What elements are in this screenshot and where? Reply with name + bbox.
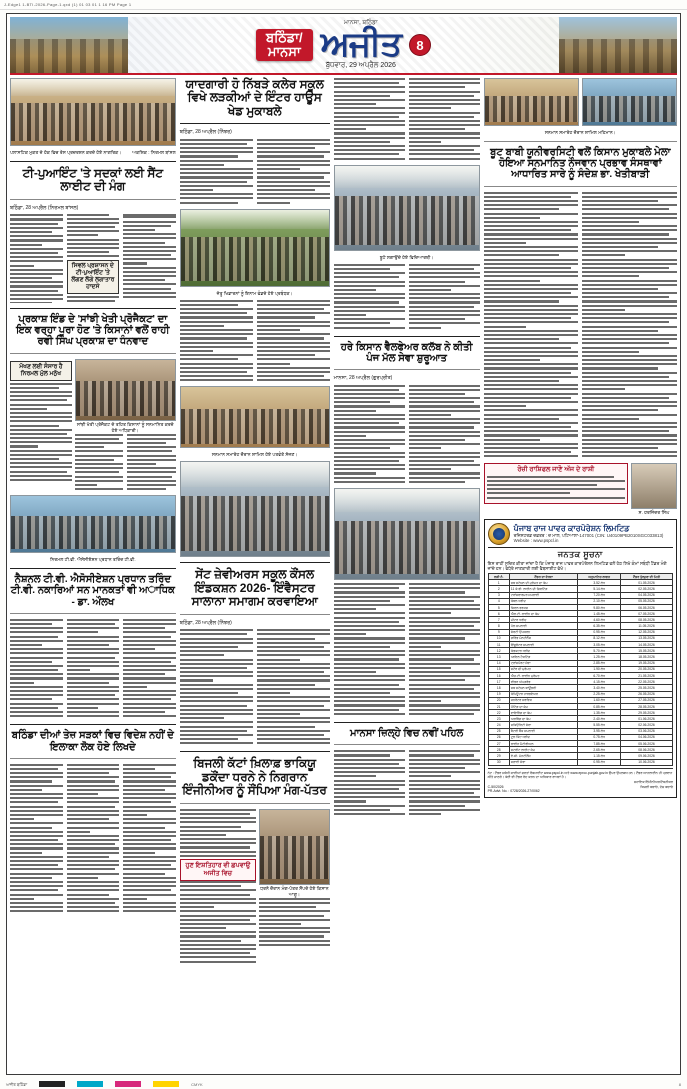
tender-cell: 1.35 ਲੱਖ: [578, 710, 621, 716]
tender-cell: 5.55 ਲੱਖ: [578, 722, 621, 728]
tender-cell: 16: [488, 672, 509, 678]
notice-org-website: Website : www.pspcl.in: [513, 538, 559, 544]
tender-cell: 05.05.2026: [621, 598, 673, 604]
article-body-12: [334, 750, 480, 817]
tender-cell: ਬੈਟਰੀ ਬੈਂਕ ਸਪਲਾਈ: [509, 728, 577, 734]
masthead-kicker: ਮਾਨਸਾ, ਬਠਿੰਡਾ: [343, 20, 378, 26]
masthead-right-photo: [559, 17, 677, 73]
issue-date: ਬੁੱਧਵਾਰ, 29 ਅਪ੍ਰੈਲ 2026: [325, 62, 396, 69]
tender-cell: 3.95 ਲੱਖ: [578, 728, 621, 734]
photo-caption-2: ਸਾਂਝੀ ਖੇਤੀ ਪ੍ਰੋਜੈਕਟ ਦੇ ਤਹਿਤ ਕਿਸਾਨਾਂ ਨੂੰ ਸਨਮਾਨਿਤ ਕਰਦੇ ਹੋਏ ਅਧਿਕਾਰੀ।: [76, 421, 174, 433]
tender-cell: ਸਟੋਰ ਦੀ ਮੁਰੰਮਤ: [509, 666, 577, 672]
horoscope-title: ਰੋਜ਼ੀ ਰਾਸ਼ਿਫਲ ਜਾਣੋ ਅੱਜ ਦੇ ਰਾਸ਼ੀ: [517, 465, 595, 473]
tender-cell: 1.45 ਲੱਖ: [578, 611, 621, 617]
tender-cell: 3.52 ਲੱਖ: [578, 580, 621, 586]
headline-mansa-initiative: ਮਾਨਸਾ ਜ਼ਿਲ੍ਹੇ ਵਿਚ ਨਵੀਂ ਪਹਿਲ: [350, 728, 464, 740]
tender-cell: 22: [488, 710, 509, 716]
pspcl-public-notice: [484, 519, 677, 798]
tender-cell: 02.05.2026: [621, 586, 673, 592]
horoscope-box[interactable]: [484, 463, 628, 504]
tender-cell: ਜਨਰੇਟਰ ਸਰਵਿਸ: [509, 697, 577, 703]
tender-cell: 6.70 ਲੱਖ: [578, 672, 621, 678]
photo-caption-1: ਪਲਾਸਟਿਕ ਮੁਕਤ ਦੇ ਹੱਕ ਵਿਚ ਰੋਸ ਪ੍ਰਦਰਸ਼ਨ ਕਰਦੇ ਹੋਏ ਨਾਗਰਿਕ।: [10, 150, 122, 155]
article-body-6: [180, 300, 330, 384]
tender-cell: 3: [488, 592, 509, 598]
tender-cell: 12.05.2026: [621, 629, 673, 635]
tender-cell: 19: [488, 691, 509, 697]
photo-caption-6: ਧਰਨੇ ਦੌਰਾਨ ਮੰਗ-ਪੱਤਰ ਸੌਂਪਦੇ ਹੋਏ ਕਿਸਾਨ ਆਗੂ।: [260, 885, 329, 897]
tender-cell: 18.05.2026: [621, 654, 673, 660]
pullquote-text-1: ਸਿਵਲ ਪ੍ਰਸ਼ਾਸਨ ਦੇ ਟੀ-ਪੁਆਇੰਟ 'ਤੇ ਲੱਗਣ ਲੱਗੇ ਲਗਾਤਾਰ ਹਾਦਸੇ: [71, 262, 115, 290]
tender-table-body: [488, 580, 672, 766]
tender-cell: 26.05.2026: [621, 691, 673, 697]
byline-1: ਬਠਿੰਡਾ, 28 ਅਪ੍ਰੈਲ (ਨਿਰਮਲ ਬਾਂਸਲ): [10, 204, 79, 211]
byline-4: ਮਾਨਸਾ, 28 ਅਪ੍ਰੈਲ (ਗੁਰਪ੍ਰੀਤ): [333, 375, 393, 382]
notice-footer-note: ਨੋਟ : ਟੈਂਡਰ ਸਬੰਧੀ ਸਾਰੀਆਂ ਸ਼ਰਤਾਂ ਵੈਬਸਾਈਟ www.pspcl.in ਅਤੇ www.eproc.punjab.gov.in ਉਪਰ ਉਪਲਬਧ ਹਨ। ਟੈਂਡਰ ਆਨਲਾਈਨ ਹੀ ਪ੍ਰਵਾਨ ਕੀਤੇ ਜਾਣਗੇ। ਕੋਈ ਵੀ ਟੈਂਡਰ ਰੱਦ ਕਰਨ ਦਾ ਅਧਿਕਾਰ ਰਾਖਵਾਂ ਹੈ।: [487, 770, 673, 780]
tender-cell: 26: [488, 734, 509, 740]
tender-cell: 25.05.2026: [621, 685, 673, 691]
notice-signature: ਸਹਾਇਕ ਇੰਜੀਨੀਅਰ/ਟੈਕਨੀਕਲ: [633, 779, 673, 784]
tender-cell: 9.80 ਲੱਖ: [578, 604, 621, 610]
tender-cell: 01.06.2026: [621, 716, 673, 722]
headline-university-event: ਬੂਟ ਬਾਬੀ ਯੂਨੀਵਰਸਿਟੀ ਵਲੋਂ ਕਿਸਾਨ ਮੁਕਾਬਲੇ ਮੇਲਾ ਹੋਇਆ ਸਨਮਾਨਿਤ ਨੌਜਵਾਨ ਪ੍ਰਭਾਵ ਸੰਸਥਾਵਾਂ ਆਧਾਰਿਤ ਸਾਰੇ ਨੂੰ ਸੰਦੇਸ਼ ਭਾ. ਖੇਤੀਬਾੜੀ: [490, 147, 671, 181]
notice-intro: ਇਸ ਰਾਹੀਂ ਸੂਚਿਤ ਕੀਤਾ ਜਾਂਦਾ ਹੈ ਕਿ ਪੰਜਾਬ ਰਾਜ ਪਾਵਰ ਕਾਰਪੋਰੇਸ਼ਨ ਲਿਮਟਿਡ ਵਲੋਂ ਹੇਠ ਲਿਖੇ ਕੰਮਾਂ ਸਬੰਧੀ ਟੈਂਡਰ ਮੰਗੇ ਜਾਂਦੇ ਹਨ। ਵਧੇਰੇ ਜਾਣਕਾਰੀ ਲਈ ਵੈਬਸਾਈਟ ਵੇਖੋ।: [487, 560, 667, 571]
newspaper-logo: ਅਜੀਤ: [320, 25, 402, 63]
swatch-yellow: [153, 1081, 179, 1087]
notice-header: [488, 523, 673, 548]
headline-bathinda-roads: ਬਠਿੰਡਾ ਦੀਆਂ ਤੇਜ਼ ਸੜਕਾਂ ਵਿਚ ਵਿਦੇਸ਼ ਨਹੀਂ ਦੇ ਇਲਾਕਾ ਲੋਕ ਹੋਏ ਲਿਖਦੇ: [11, 730, 174, 753]
tender-cell: 2.40 ਲੱਖ: [578, 716, 621, 722]
edition-line-2: ਮਾਨਸਾ: [267, 44, 301, 59]
tender-cell: 0.95 ਲੱਖ: [578, 629, 621, 635]
tender-cell: 17: [488, 679, 509, 685]
headline-power-cuts: ਬਿਜਲੀ ਕੱਟਾਂ ਖ਼ਿਲਾਫ਼ ਭਾਕਿਯੂ ਡਕੌਂਦਾ ਧਰਨੇ ਨੇ ਨਿਗਰਾਨ ਇੰਜੀਨੀਅਰ ਨੂੰ ਸੌਂਪਿਆ ਮੰਗ-ਪੱਤਰ: [182, 756, 327, 798]
photo-portrait-person: [631, 463, 677, 509]
tender-cell: ਫੀਡਰ ਅੱਪਗਰੇਡ: [509, 679, 577, 685]
footer-center: CMYK: [191, 1081, 203, 1087]
article-body-1: [10, 214, 176, 303]
tender-cell: 27: [488, 741, 509, 747]
tender-cell: 01.05.2026: [621, 580, 673, 586]
photo-caption-3: ਨਿਰਮਲ ਟੀ.ਵੀ. ਐਸੋਸੀਏਸ਼ਨ ਪ੍ਰਧਾਨ ਤਰਿੰਦ ਟੀ.ਵੀ.: [50, 557, 136, 563]
tender-cell: 5.70 ਲੱਖ: [578, 648, 621, 654]
tender-cell: 6: [488, 611, 509, 617]
tender-cell: ਐਚ.ਟੀ. ਲਾਈਨ ਮੁਰੰਮਤ: [509, 672, 577, 678]
photo-memorandum: [259, 809, 330, 885]
tender-cell: ਕੰਪਿਊਟਰ ਹਾਰਡਵੇਅਰ: [509, 691, 577, 697]
tender-cell: 8: [488, 623, 509, 629]
photo-protest: [10, 78, 176, 146]
tender-cell: 07.05.2026: [621, 611, 673, 617]
photo-event-2: [582, 78, 677, 126]
tender-cell: 10.06.2026: [621, 759, 673, 765]
tender-cell: 11 ਕੇ.ਵੀ. ਲਾਈਨ ਦੀ ਸ਼ਿਫਟਿੰਗ: [509, 586, 577, 592]
photo-caption-7: ਬੂਟੇ ਲਗਾਉਂਦੇ ਹੋਏ ਵਿਦਿਆਰਥੀ।: [379, 254, 434, 260]
tender-cell: ਏ.ਸੀ. ਮੇਨਟੀਨੈਂਸ: [509, 753, 577, 759]
tender-cell: ਪੋਲ ਸਪਲਾਈ: [509, 623, 577, 629]
photo-caption-8: ਸਨਮਾਨ ਸਮਾਰੋਹ ਦੌਰਾਨ ਸ਼ਾਮਿਲ ਮਹਿਮਾਨ।: [544, 130, 616, 135]
tender-cell: 3.05 ਲੱਖ: [578, 642, 621, 648]
article-body-13: [484, 192, 677, 460]
tender-cell: 04.06.2026: [621, 734, 673, 740]
tender-cell: 29: [488, 753, 509, 759]
column-3: [334, 78, 480, 1073]
article-body-9: [334, 264, 480, 331]
tender-cell: ਟਰਾਂਸਫਾਰਮਰ ਸਪਲਾਈ: [509, 592, 577, 598]
tender-cell: 22.05.2026: [621, 679, 673, 685]
tender-cell: ਇੰਸੂਲੇਟਰ ਸਪਲਾਈ: [509, 642, 577, 648]
swatch-cyan: [77, 1081, 103, 1087]
article-body-7: [180, 629, 330, 746]
tender-cell: ਲਾਈਨ ਮੈਟੀਰੀਅਲ: [509, 741, 577, 747]
tender-cell: ਕੰਡਕਟਰ ਖਰੀਦ: [509, 648, 577, 654]
tender-cell: 13: [488, 654, 509, 660]
photo-credit-1: ਅਕਸ਼ਿਕ : ਨਿਰਮਲ ਬਾਂਸਲ: [132, 150, 176, 155]
article-body-4: [10, 764, 176, 915]
tender-cell: 6.35 ਲੱਖ: [578, 623, 621, 629]
headline-kaler-school: ਯਾਦਗਾਰੀ ਹੋ ਨਿੱਬੜੇ ਕਲੇਰ ਸਕੂਲ ਵਿਖੇ ਲੜਕੀਆਂ ਦੇ ਇੰਟਰ ਹਾਊਸ ਖੇਡ ਮੁਕਾਬਲੇ: [185, 77, 324, 118]
edition-line-1: ਬਠਿੰਡਾ/: [265, 30, 303, 45]
th-desc: ਟੈਂਡਰ ਦਾ ਵੇਰਵਾ: [509, 573, 577, 579]
tender-cell: 1.15 ਲੱਖ: [578, 753, 621, 759]
tender-cell: 0.75 ਲੱਖ: [578, 734, 621, 740]
tender-cell: ਸਟਰੀਟ ਲਾਈਟ ਕੰਮ: [509, 747, 577, 753]
tender-cell: 5: [488, 604, 509, 610]
tender-cell: 06.05.2026: [621, 604, 673, 610]
tender-cell: ਸਬ ਸਟੇਸ਼ਨ ਦੀ ਮੁਰੰਮਤ ਦਾ ਕੰਮ: [509, 580, 577, 586]
byline-3: ਬਠਿੰਡਾ, 28 ਅਪ੍ਰੈਲ (ਨਿੱਝਰ): [179, 619, 232, 626]
tender-cell: 11: [488, 642, 509, 648]
masthead-center: [128, 17, 559, 73]
tender-cell: 0.95 ਲੱਖ: [578, 759, 621, 765]
tender-cell: ਗਰਿੱਡ ਮੇਨਟੀਨੈਂਸ: [509, 635, 577, 641]
tender-cell: 13.05.2026: [621, 635, 673, 641]
tender-cell: 08.05.2026: [621, 617, 673, 623]
tender-cell: ਆਇਲ ਟੈਸਟਿੰਗ: [509, 654, 577, 660]
tender-cell: 30: [488, 759, 509, 765]
tender-cell: 29.05.2026: [621, 710, 673, 716]
tender-cell: 4: [488, 598, 509, 604]
notice-org-sub1: ਰਜਿਸਟਰਡ ਦਫ਼ਤਰ : ਦ ਮਾਲ, ਪਟਿਆਲਾ-147001 (CIN: U40109PB2010SGC033813): [513, 532, 664, 538]
photo-farmers-honour: [75, 359, 176, 421]
article-body-5: [180, 139, 330, 206]
colour-bar: [6, 1079, 681, 1089]
tender-cell: 8.12 ਲੱਖ: [578, 635, 621, 641]
tender-cell: 5.14 ਲੱਖ: [578, 586, 621, 592]
tender-cell: 7: [488, 617, 509, 623]
tender-cell: ਸਫ਼ਾਈ ਸੇਵਾ: [509, 759, 577, 765]
article-body-8: [334, 78, 480, 162]
photo-tv-association: [10, 495, 176, 553]
tender-cell: ਸਿਵਲ ਵਰਕਸ: [509, 604, 577, 610]
footer-left: ਅਜੀਤ ਬਠਿੰਡਾ: [6, 1081, 28, 1087]
th-sr: ਲੜੀ ਨੰ.: [488, 573, 509, 579]
tender-cell: 18: [488, 685, 509, 691]
masthead-left-photo: [10, 17, 128, 73]
photo-school-group-2: [180, 461, 330, 557]
photo-school-group-1: [180, 209, 330, 287]
tender-cell: 15: [488, 666, 509, 672]
th-date: ਟੈਂਡਰ ਖੁੱਲ੍ਹਣ ਦੀ ਮਿਤੀ: [621, 573, 673, 579]
tender-cell: ਸਕਿਉਰਿਟੀ ਸੇਵਾ: [509, 722, 577, 728]
notice-banner: ਜਨਤਕ ਸੂਚਨਾ: [557, 549, 603, 559]
headline-t-point: ਟੀ-ਪੁਆਇੰਟ 'ਤੇ ਸਦਕਾਂ ਲਈ ਸੈਂਟ ਲਾਈਟ ਦੀ ਮੰਗ: [22, 166, 164, 194]
tender-cell: 7.20 ਲੱਖ: [578, 592, 621, 598]
notice-code: C-50/2026: [487, 785, 504, 789]
headline-st-xaviers: ਸੇਂਟ ਜ਼ੇਵੀਅਰਸ ਸਕੂਲ ਕੌਂਸਲ ਇੰਡਕਸ਼ਨ 2026- ਇੰਵੈਸਟਰ ਸਾਲਾਨਾ ਸਮਾਗਮ ਕਰਵਾਇਆ: [191, 567, 318, 609]
photo-caption-row-1: [10, 149, 176, 156]
tender-cell: ਸੇਫਟੀ ਉਪਕਰਨ: [509, 629, 577, 635]
tender-cell: ਮੀਟਰ ਖਰੀਦ: [509, 617, 577, 623]
tender-cell: 1.25 ਲੱਖ: [578, 654, 621, 660]
tender-cell: 2.10 ਲੱਖ: [578, 598, 621, 604]
tender-cell: 15.05.2026: [621, 648, 673, 654]
photo-strip-top: [484, 78, 677, 126]
tender-cell: 14: [488, 660, 509, 666]
tender-cell: ਵਾਇਰਿੰਗ ਦਾ ਕੰਮ: [509, 710, 577, 716]
tender-cell: ਕੇਬਲ ਖਰੀਦ: [509, 598, 577, 604]
tender-cell: ਟੂਲ ਕਿੱਟ ਖਰੀਦ: [509, 734, 577, 740]
page-columns: [10, 78, 677, 1073]
tender-cell: 28.05.2026: [621, 703, 673, 709]
column-1: [10, 78, 176, 1073]
pullquote-box-1: [67, 260, 120, 294]
tender-cell: 2: [488, 586, 509, 592]
pspcl-logo-icon: [488, 523, 510, 545]
headline-tv-association: ਨੈਸ਼ਨਲ ਟੀ.ਵੀ. ਐਸੋਸੀਏਸ਼ਨ ਪ੍ਰਧਾਨ ਤਰਿੰਦ ਟੀ.ਵੀ. ਨਕਾਰਿਆਂ ਸਨ ਮਾਨਕਤਾਂ ਵੀ ਅਾਧਿਕ - ਡਾ. ਔਲਖ: [10, 574, 175, 608]
tender-cell: 1.90 ਲੱਖ: [578, 666, 621, 672]
tender-cell: 14.05.2026: [621, 642, 673, 648]
tender-cell: 20: [488, 697, 509, 703]
print-slug: J-Edge1 1-BTI-2026-Page-1.qxd (1) 01 03 01 1 16 PM Page 1: [0, 0, 687, 10]
headline-farmer-club: ਹਰੇ ਕਿਸਾਨ ਵੈਲਫੇਅਰ ਕਲੱਬ ਨੇ ਕੀਤੀ ਪੰਜ ਮੱਲ ਸੇਵਾ ਸ਼ੁਰੂਆਤ: [340, 341, 473, 364]
notice-footer: [488, 768, 673, 794]
tender-cell: ਅਰਥਿੰਗ ਦਾ ਕੰਮ: [509, 716, 577, 722]
tender-cell: 05.06.2026: [621, 741, 673, 747]
tender-cell: ਟ੍ਰਾਂਸਪੋਰਟ ਸੇਵਾ: [509, 660, 577, 666]
masthead: [10, 17, 677, 75]
pullquote-text-2: ਮੱਖਣ ਲਈ ਸੰਸਾਰ ਹੈ ਨਿਰਮਲ ਮੁੱਲ ਮਨੁੱਖ: [19, 363, 63, 377]
byline-2: ਬਠਿੰਡਾ, 28 ਅਪ੍ਰੈਲ (ਨਿੱਝਰ): [179, 129, 232, 136]
tender-table: [488, 573, 673, 766]
tender-cell: 20.05.2026: [621, 666, 673, 672]
pullquote-box-2: [10, 361, 72, 381]
photo-caption-5: ਸਨਮਾਨ ਸਮਾਰੋਹ ਦੌਰਾਨ ਸ਼ਾਮਿਲ ਹੋਏ ਪਤਵੰਤੇ ਸੱਜਣ।: [211, 452, 298, 458]
notice-motto: ਬਿਜਲੀ ਬਚਾਓ, ਦੇਸ਼ ਬਚਾਓ: [640, 785, 673, 789]
tender-cell: 2.25 ਲੱਖ: [578, 691, 621, 697]
tender-cell: 3.40 ਲੱਖ: [578, 685, 621, 691]
tender-cell: 2.65 ਲੱਖ: [578, 747, 621, 753]
tender-cell: 25: [488, 728, 509, 734]
tender-cell: 23: [488, 716, 509, 722]
tender-cell: 9: [488, 629, 509, 635]
page-number-badge: 8: [409, 34, 431, 56]
headline-sanjhi-kheti: ਪ੍ਰਕਾਸ਼ ਇੰਡ ਦੇ 'ਸਾਂਝੀ ਖੇਤੀ ਪ੍ਰੋਜੈਕਟ' ਦਾ ਇਕ ਵਰ੍ਹਾ ਪੂਰਾ ਹੋਣ 'ਤੇ ਕਿਸਾਨਾਂ ਵਲੋਂ ਰਾਹੀ ਰਵੀ ਸਿੰਘ ਪ੍ਰਕਾਸ਼ ਦਾ ਧੰਨਵਾਦ: [16, 314, 170, 348]
tender-cell: 12: [488, 648, 509, 654]
photo-plantation-group: [334, 165, 480, 251]
article-body-3: [10, 619, 176, 720]
photo-caption-4: ਜੇਤੂ ਖਿਡਾਰਨਾਂ ਨੂੰ ਇਨਾਮ ਵੰਡਦੇ ਹੋਏ ਪ੍ਰਬੰਧਕ।: [216, 290, 293, 296]
tender-cell: 24: [488, 722, 509, 728]
tender-cell: 09.06.2026: [621, 753, 673, 759]
swatch-black: [39, 1081, 65, 1087]
tender-cell: 7.85 ਲੱਖ: [578, 741, 621, 747]
tender-cell: 10: [488, 635, 509, 641]
tender-cell: 1: [488, 580, 509, 586]
tender-cell: 1.60 ਲੱਖ: [578, 697, 621, 703]
article-body-11: [334, 583, 480, 717]
tender-cell: ਸਬ ਸਟੇਸ਼ਨ ਬਾਊਂਡਰੀ: [509, 685, 577, 691]
tender-cell: 4.60 ਲੱਖ: [578, 617, 621, 623]
column-2: [180, 78, 330, 1073]
notice-pr-number: PR-Advt. No. : 0728/2026-27/0062: [487, 789, 540, 794]
tender-cell: 11.05.2026: [621, 623, 673, 629]
ad-box-text: ਹੁਣ ਇਸ਼ਤਿਹਾਰ ਵੀ ਛਪਵਾਉ ਅਜੀਤ ਵਿਚ: [185, 862, 251, 877]
article-body-10: [334, 385, 480, 486]
tender-cell: ਐਲ.ਟੀ. ਲਾਈਨ ਦਾ ਕੰਮ: [509, 611, 577, 617]
photo-guests: [180, 386, 330, 448]
column-4: [484, 78, 677, 1073]
notice-org-title: ਪੰਜਾਬ ਰਾਜ ਪਾਵਰ ਕਾਰਪੋਰੇਸ਼ਨ ਲਿਮਟਿਡ: [513, 523, 630, 533]
ad-box-ajit[interactable]: [180, 859, 256, 881]
tender-cell: 0.85 ਲੱਖ: [578, 703, 621, 709]
tender-cell: 21.05.2026: [621, 672, 673, 678]
swatch-magenta: [115, 1081, 141, 1087]
th-cost: ਅਨੁਮਾਨਿਤ ਲਾਗਤ: [578, 573, 621, 579]
tender-cell: 04.05.2026: [621, 592, 673, 598]
portrait-caption: ਸ. ਹਰਜਿੰਦਰ ਸਿੰਘ: [638, 509, 670, 515]
tender-row: [488, 759, 672, 765]
tender-cell: 2.85 ਲੱਖ: [578, 660, 621, 666]
newspaper-sheet: [6, 13, 681, 1075]
photo-school-assembly: [334, 488, 480, 580]
tender-cell: 21: [488, 703, 509, 709]
tender-cell: 08.06.2026: [621, 747, 673, 753]
tender-cell: 4.15 ਲੱਖ: [578, 679, 621, 685]
edition-badge: [256, 29, 313, 61]
photo-event-1: [484, 78, 579, 126]
tender-cell: 19.05.2026: [621, 660, 673, 666]
tender-cell: 03.06.2026: [621, 728, 673, 734]
tender-cell: ਪੇਂਟਿੰਗ ਦਾ ਕੰਮ: [509, 703, 577, 709]
footer-right: 8: [678, 1081, 681, 1087]
tender-cell: 28: [488, 747, 509, 753]
tender-cell: 02.06.2026: [621, 722, 673, 728]
tender-cell: 27.05.2026: [621, 697, 673, 703]
